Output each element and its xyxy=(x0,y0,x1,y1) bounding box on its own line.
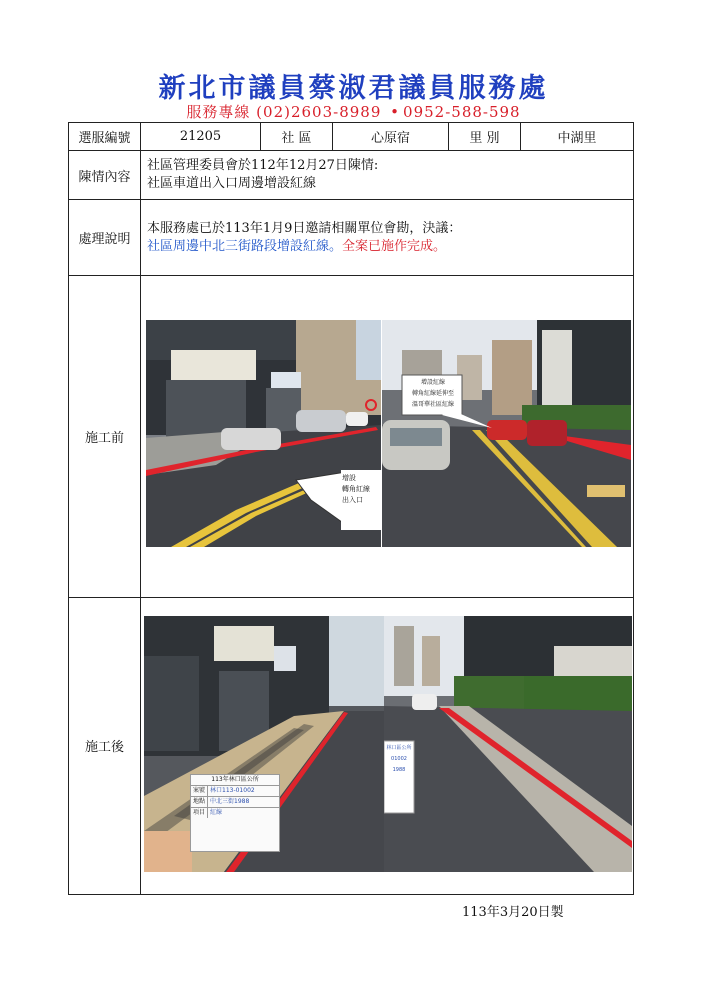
before-photos xyxy=(141,276,634,597)
permit-board-case: 林口113-01002 xyxy=(210,786,255,794)
community-label: 社 區 xyxy=(261,123,333,151)
phone-landline: (02)2603-8989 xyxy=(256,103,382,121)
district-sign-case: 01002 xyxy=(391,755,407,762)
process-content xyxy=(141,200,634,276)
process-line-2 xyxy=(147,238,627,256)
process-label: 處理說明 xyxy=(69,200,141,276)
document-date: 113年3月20日製 xyxy=(462,905,564,920)
petition-line-1: 社區管理委員會於112年12月27日陳情: xyxy=(147,158,379,174)
phone-mobile: 0952-588-598 xyxy=(403,103,521,121)
before-photo-right xyxy=(382,320,631,547)
service-record-form xyxy=(68,122,634,895)
before-callout-left: 增設 轉角紅線 出入口 xyxy=(342,474,370,505)
petition-content xyxy=(141,151,634,200)
permit-board-title: 113年林口區公所 xyxy=(191,775,279,786)
before-photo-left-image xyxy=(146,320,381,547)
permit-board-label-1: 案號 xyxy=(191,786,208,796)
process-complete: 全案已施作完成。 xyxy=(342,238,447,254)
after-photo-right xyxy=(384,616,632,872)
process-line-1: 本服務處已於113年1月9日邀請相關單位會勘，決議： xyxy=(147,220,462,236)
phone-separator: • xyxy=(390,103,401,121)
office-title: 新北市議員蔡淑君議員服務處 xyxy=(158,73,549,104)
after-photos xyxy=(141,597,634,894)
petition-label: 陳情內容 xyxy=(69,151,141,200)
hotline-label: 服務專線 xyxy=(186,103,251,121)
before-label: 施工前 xyxy=(69,276,141,597)
before-row xyxy=(69,276,634,597)
petition-row xyxy=(69,151,634,200)
permit-board xyxy=(190,774,280,852)
before-callout-right: 增設紅線 轉角紅線延伸至 溫哥華社區紅線 xyxy=(411,379,454,409)
after-label: 施工後 xyxy=(69,597,141,894)
petition-line-2: 社區車道出入口周邊增設紅線 xyxy=(147,176,317,192)
hotline xyxy=(0,101,707,122)
process-result: 社區周邊中北三街路段增設紅線。 xyxy=(147,238,343,254)
case-number-value: 21205 xyxy=(141,123,261,151)
permit-board-label-3: 項目 xyxy=(191,808,208,818)
permit-board-label-2: 地點 xyxy=(191,797,208,807)
before-photo-right-image xyxy=(382,320,631,547)
process-row xyxy=(69,200,634,276)
permit-board-item: 紅線 xyxy=(210,808,223,816)
district-sign-title: 林口區公所 xyxy=(386,744,412,751)
village-value: 中湖里 xyxy=(521,123,634,151)
district-sign-location: 1988 xyxy=(392,766,406,773)
after-row xyxy=(69,597,634,894)
after-photo-left xyxy=(144,616,384,872)
before-photo-left xyxy=(146,320,381,547)
case-number-label: 選服編號 xyxy=(69,123,141,151)
district-sign xyxy=(385,743,413,776)
after-photo-right-image xyxy=(384,616,632,872)
permit-board-location: 中北三街1988 xyxy=(210,797,250,805)
community-value: 心原宿 xyxy=(333,123,449,151)
case-info-row xyxy=(69,123,634,151)
village-label: 里 別 xyxy=(449,123,521,151)
